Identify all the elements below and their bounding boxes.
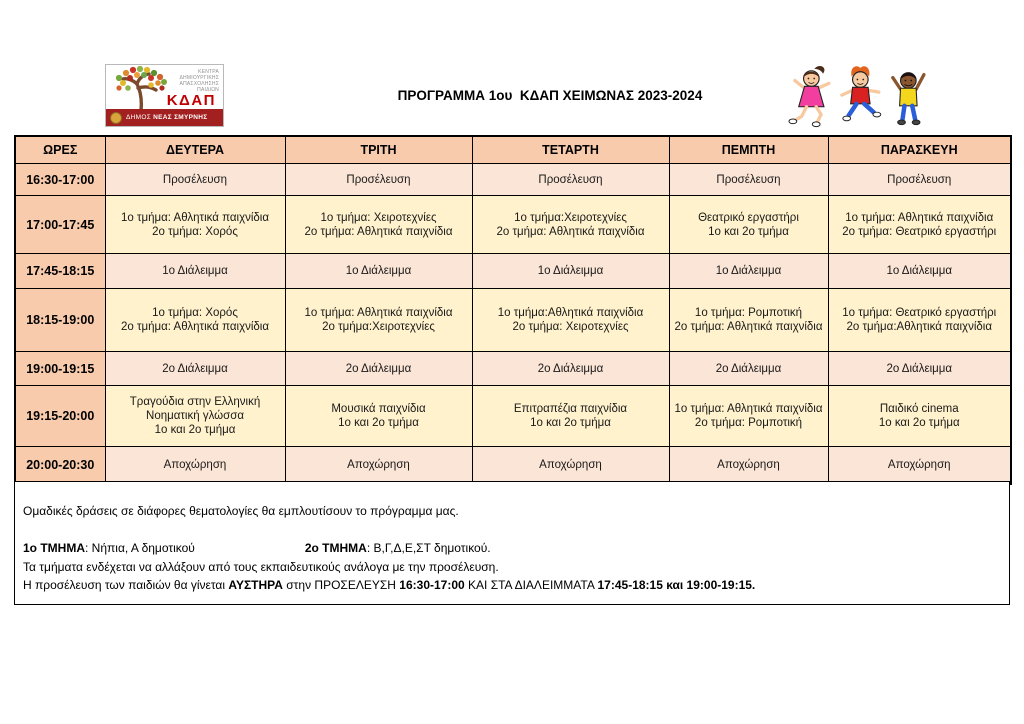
schedule-cell: Μουσικά παιχνίδια 1ο και 2ο τμήμα	[285, 386, 472, 447]
schedule-cell: Προσέλευση	[472, 164, 669, 196]
time-cell: 20:00-20:30	[15, 447, 105, 484]
kdap-logo	[105, 64, 224, 127]
time-cell: 17:45-18:15	[15, 254, 105, 289]
time-cell: 19:15-20:00	[15, 386, 105, 447]
schedule-cell: Προσέλευση	[828, 164, 1011, 196]
schedule-cell: 1ο Διάλειμμα	[669, 254, 828, 289]
schedule-cell: Αποχώρηση	[828, 447, 1011, 484]
schedule-cell: 1ο τμήμα: Αθλητικά παιχνίδια 2ο τμήμα:Χειροτεχνίες	[285, 289, 472, 352]
note-line: Η προσέλευση των παιδιών θα γίνεται ΑΥΣΤΗΡΑ στην ΠΡΟΣΕΛΕΥΣΗ 16:30-17:00 ΚΑΙ ΣΤΑ ΔΙΑΛΕΙΜΜΑΤΑ 17:45-18:15 και 19:00-19:15.	[23, 578, 756, 592]
header-cell: ΠΑΡΑΣΚΕΥΗ	[828, 136, 1011, 164]
schedule-cell: 1ο τμήμα:Αθλητικά παιχνίδια 2ο τμήμα: Χειροτεχνίες	[472, 289, 669, 352]
schedule-cell: Αποχώρηση	[669, 447, 828, 484]
time-cell: 19:00-19:15	[15, 352, 105, 386]
note-line: Ομαδικές δράσεις σε διάφορες θεματολογίες θα εμπλουτίσουν το πρόγραμμα μας.	[23, 504, 459, 518]
header-cell: ΩΡΕΣ	[15, 136, 105, 164]
schedule-cell: Παιδικό cinema 1ο και 2ο τμήμα	[828, 386, 1011, 447]
page-title: ΠΡΟΓΡΑΜΜΑ 1ου ΚΔΑΠ ΧΕΙΜΩΝΑΣ 2023-2024	[397, 88, 703, 103]
time-cell: 17:00-17:45	[15, 196, 105, 254]
logo-acronym: ΚΔΑΠ	[166, 92, 216, 109]
schedule-header-row	[15, 136, 1011, 164]
table-row	[15, 352, 1011, 386]
schedule-cell: 1ο Διάλειμμα	[828, 254, 1011, 289]
table-row	[15, 164, 1011, 196]
schedule-cell: Αποχώρηση	[472, 447, 669, 484]
schedule-cell: 1ο Διάλειμμα	[285, 254, 472, 289]
schedule-cell: 1ο τμήμα:Χειροτεχνίες 2ο τμήμα: Αθλητικά παιχνίδια	[472, 196, 669, 254]
schedule-cell: 2ο Διάλειμμα	[472, 352, 669, 386]
schedule-cell: Αποχώρηση	[105, 447, 285, 484]
logo-org-text: ΚΕΝΤΡΑ ΔΗΜΙΟΥΡΓΙΚΗΣ ΑΠΑΣΧΟΛΗΣΗΣ ΠΑΙΔΙΩΝ	[179, 69, 219, 93]
schedule-cell: 1ο τμήμα: Ρομποτική 2ο τμήμα: Αθλητικά παιχνίδια	[669, 289, 828, 352]
schedule-cell: Αποχώρηση	[285, 447, 472, 484]
header-cell: ΠΕΜΠΤΗ	[669, 136, 828, 164]
schedule-cell: 1ο τμήμα: Αθλητικά παιχνίδια 2ο τμήμα: Θεατρικό εργαστήρι	[828, 196, 1011, 254]
logo-banner	[106, 109, 223, 126]
note-line	[23, 521, 1001, 540]
schedule-cell: Επιτραπέζια παιχνίδια 1ο και 2ο τμήμα	[472, 386, 669, 447]
table-row	[15, 447, 1011, 484]
schedule-cell: 1ο τμήμα: Χορός 2ο τμήμα: Αθλητικά παιχνίδια	[105, 289, 285, 352]
schedule-cell: 2ο Διάλειμμα	[105, 352, 285, 386]
municipality-emblem-icon	[110, 112, 122, 124]
table-row	[15, 386, 1011, 447]
schedule-cell: Τραγούδια στην Ελληνική Νοηματική γλώσσα 1ο και 2ο τμήμα	[105, 386, 285, 447]
schedule-cell: 1ο τμήμα: Χειροτεχνίες 2ο τμήμα: Αθλητικά παιχνίδια	[285, 196, 472, 254]
schedule-cell: 2ο Διάλειμμα	[828, 352, 1011, 386]
header-cell: ΤΕΤΑΡΤΗ	[472, 136, 669, 164]
header-cell: ΤΡΙΤΗ	[285, 136, 472, 164]
header-cell: ΔΕΥΤΕΡΑ	[105, 136, 285, 164]
time-cell: 18:15-19:00	[15, 289, 105, 352]
kid-boy-icon	[837, 64, 884, 132]
kid-girl-icon	[788, 64, 835, 132]
note-line: 1ο ΤΜΗΜΑ: Νήπια, Α δημοτικού 2ο ΤΜΗΜΑ: Β,Γ,Δ,Ε,ΣΤ δημοτικού.	[23, 541, 491, 555]
schedule-cell: Προσέλευση	[669, 164, 828, 196]
table-row	[15, 136, 1011, 164]
notes-box	[14, 481, 1010, 605]
schedule-cell: Προσέλευση	[285, 164, 472, 196]
schedule-cell: 2ο Διάλειμμα	[669, 352, 828, 386]
schedule-table	[14, 135, 1012, 485]
schedule-cell: 1ο Διάλειμμα	[472, 254, 669, 289]
schedule-cell: 1ο τμήμα: Θεατρικό εργαστήρι 2ο τμήμα:Αθλητικά παιχνίδια	[828, 289, 1011, 352]
table-row	[15, 254, 1011, 289]
schedule-cell: Προσέλευση	[105, 164, 285, 196]
schedule-cell: 2ο Διάλειμμα	[285, 352, 472, 386]
kid-boy-2-icon	[885, 64, 932, 132]
logo-banner-text: ΔΗΜΟΣ ΝΕΑΣ ΣΜΥΡΝΗΣ	[126, 114, 208, 121]
schedule-cell: Θεατρικό εργαστήρι 1ο και 2ο τμήμα	[669, 196, 828, 254]
schedule-cell: 1ο τμήμα: Αθλητικά παιχνίδια 2ο τμήμα: Χορός	[105, 196, 285, 254]
schedule-cell: 1ο Διάλειμμα	[105, 254, 285, 289]
table-row	[15, 289, 1011, 352]
kids-illustration	[788, 64, 932, 132]
time-cell: 16:30-17:00	[15, 164, 105, 196]
schedule-cell: 1ο τμήμα: Αθλητικά παιχνίδια 2ο τμήμα: Ρομποτική	[669, 386, 828, 447]
note-line: Τα τμήματα ενδέχεται να αλλάξουν από τους εκπαιδευτικούς ανάλογα με την προσέλευση.	[23, 559, 499, 574]
table-row	[15, 196, 1011, 254]
